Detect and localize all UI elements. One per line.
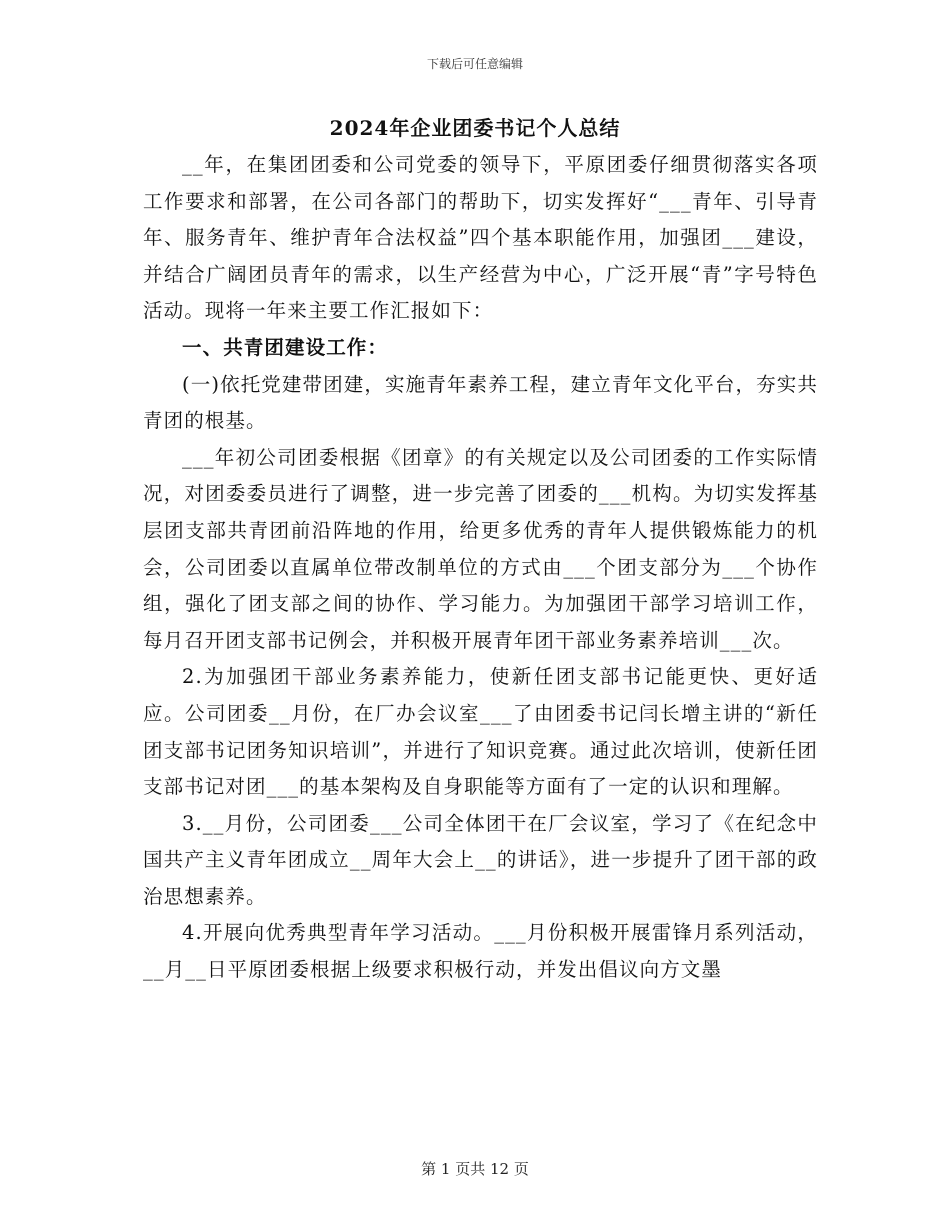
paragraph-committee-adjustment: ___年初公司团委根据《团章》的有关规定以及公司团委的工作实际情况，对团委委员进行了调整，进一步完善了团委的___机构。为切实发挥基层团支部共青团前沿阵地的作用，给更多优秀的青年人提供锻炼能力的机会，公司团委以直属单位带改制单位的方式由___个团支部分为___个协作组，强化了团支部之间的协作、学习能力。为加强团干部学习培训工作，每月召开团支部书记例会，并积极开展青年团干部业务素养培训___次。 <box>143 445 818 652</box>
section-heading-youth-league: 一、共青团建设工作： <box>182 335 389 359</box>
paragraph-item-2: 2.为加强团干部业务素养能力，使新任团支部书记能更快、更好适应。公司团委__月份，在厂办会议室___了由团委书记闫长增主讲的“新任团支部书记团务知识培训”，并进行了知识竞赛。通过此次培训，使新任团支部书记对团___的基本架构及自身职能等方面有了一定的认识和理解。 <box>143 665 818 799</box>
paragraph-item-4: 4.开展向优秀典型青年学习活动。___月份积极开展雷锋月系列活动，__月__日平原团委根据上级要求积极行动，并发出倡议向方文墨 <box>143 921 818 982</box>
paragraph-subsection-1: (一)依托党建带团建，实施青年素养工程，建立青年文化平台，夯实共青团的根基。 <box>143 372 818 433</box>
document-title: 2024年企业团委书记个人总结 <box>329 116 621 140</box>
paragraph-intro: __年，在集团团委和公司党委的领导下，平原团委仔细贯彻落实各项工作要求和部署，在公司各部门的帮助下，切实发挥好“___青年、引导青年、服务青年、维护青年合法权益”四个基本职能作用，加强团___建设，并结合广阔团员青年的需求，以生产经营为中心，广泛开展“青”字号特色活动。现将一年来主要工作汇报如下： <box>143 153 818 323</box>
header-note: 下载后可任意编辑 <box>426 57 523 71</box>
paragraph-item-3: 3.__月份，公司团委___公司全体团干在厂会议室，学习了《在纪念中国共产主义青年团成立__周年大会上__的讲话》，进一步提升了团干部的政治思想素养。 <box>143 811 818 908</box>
document-body <box>143 147 818 989</box>
page-number: 第 1 页共 12 页 <box>421 1160 529 1178</box>
